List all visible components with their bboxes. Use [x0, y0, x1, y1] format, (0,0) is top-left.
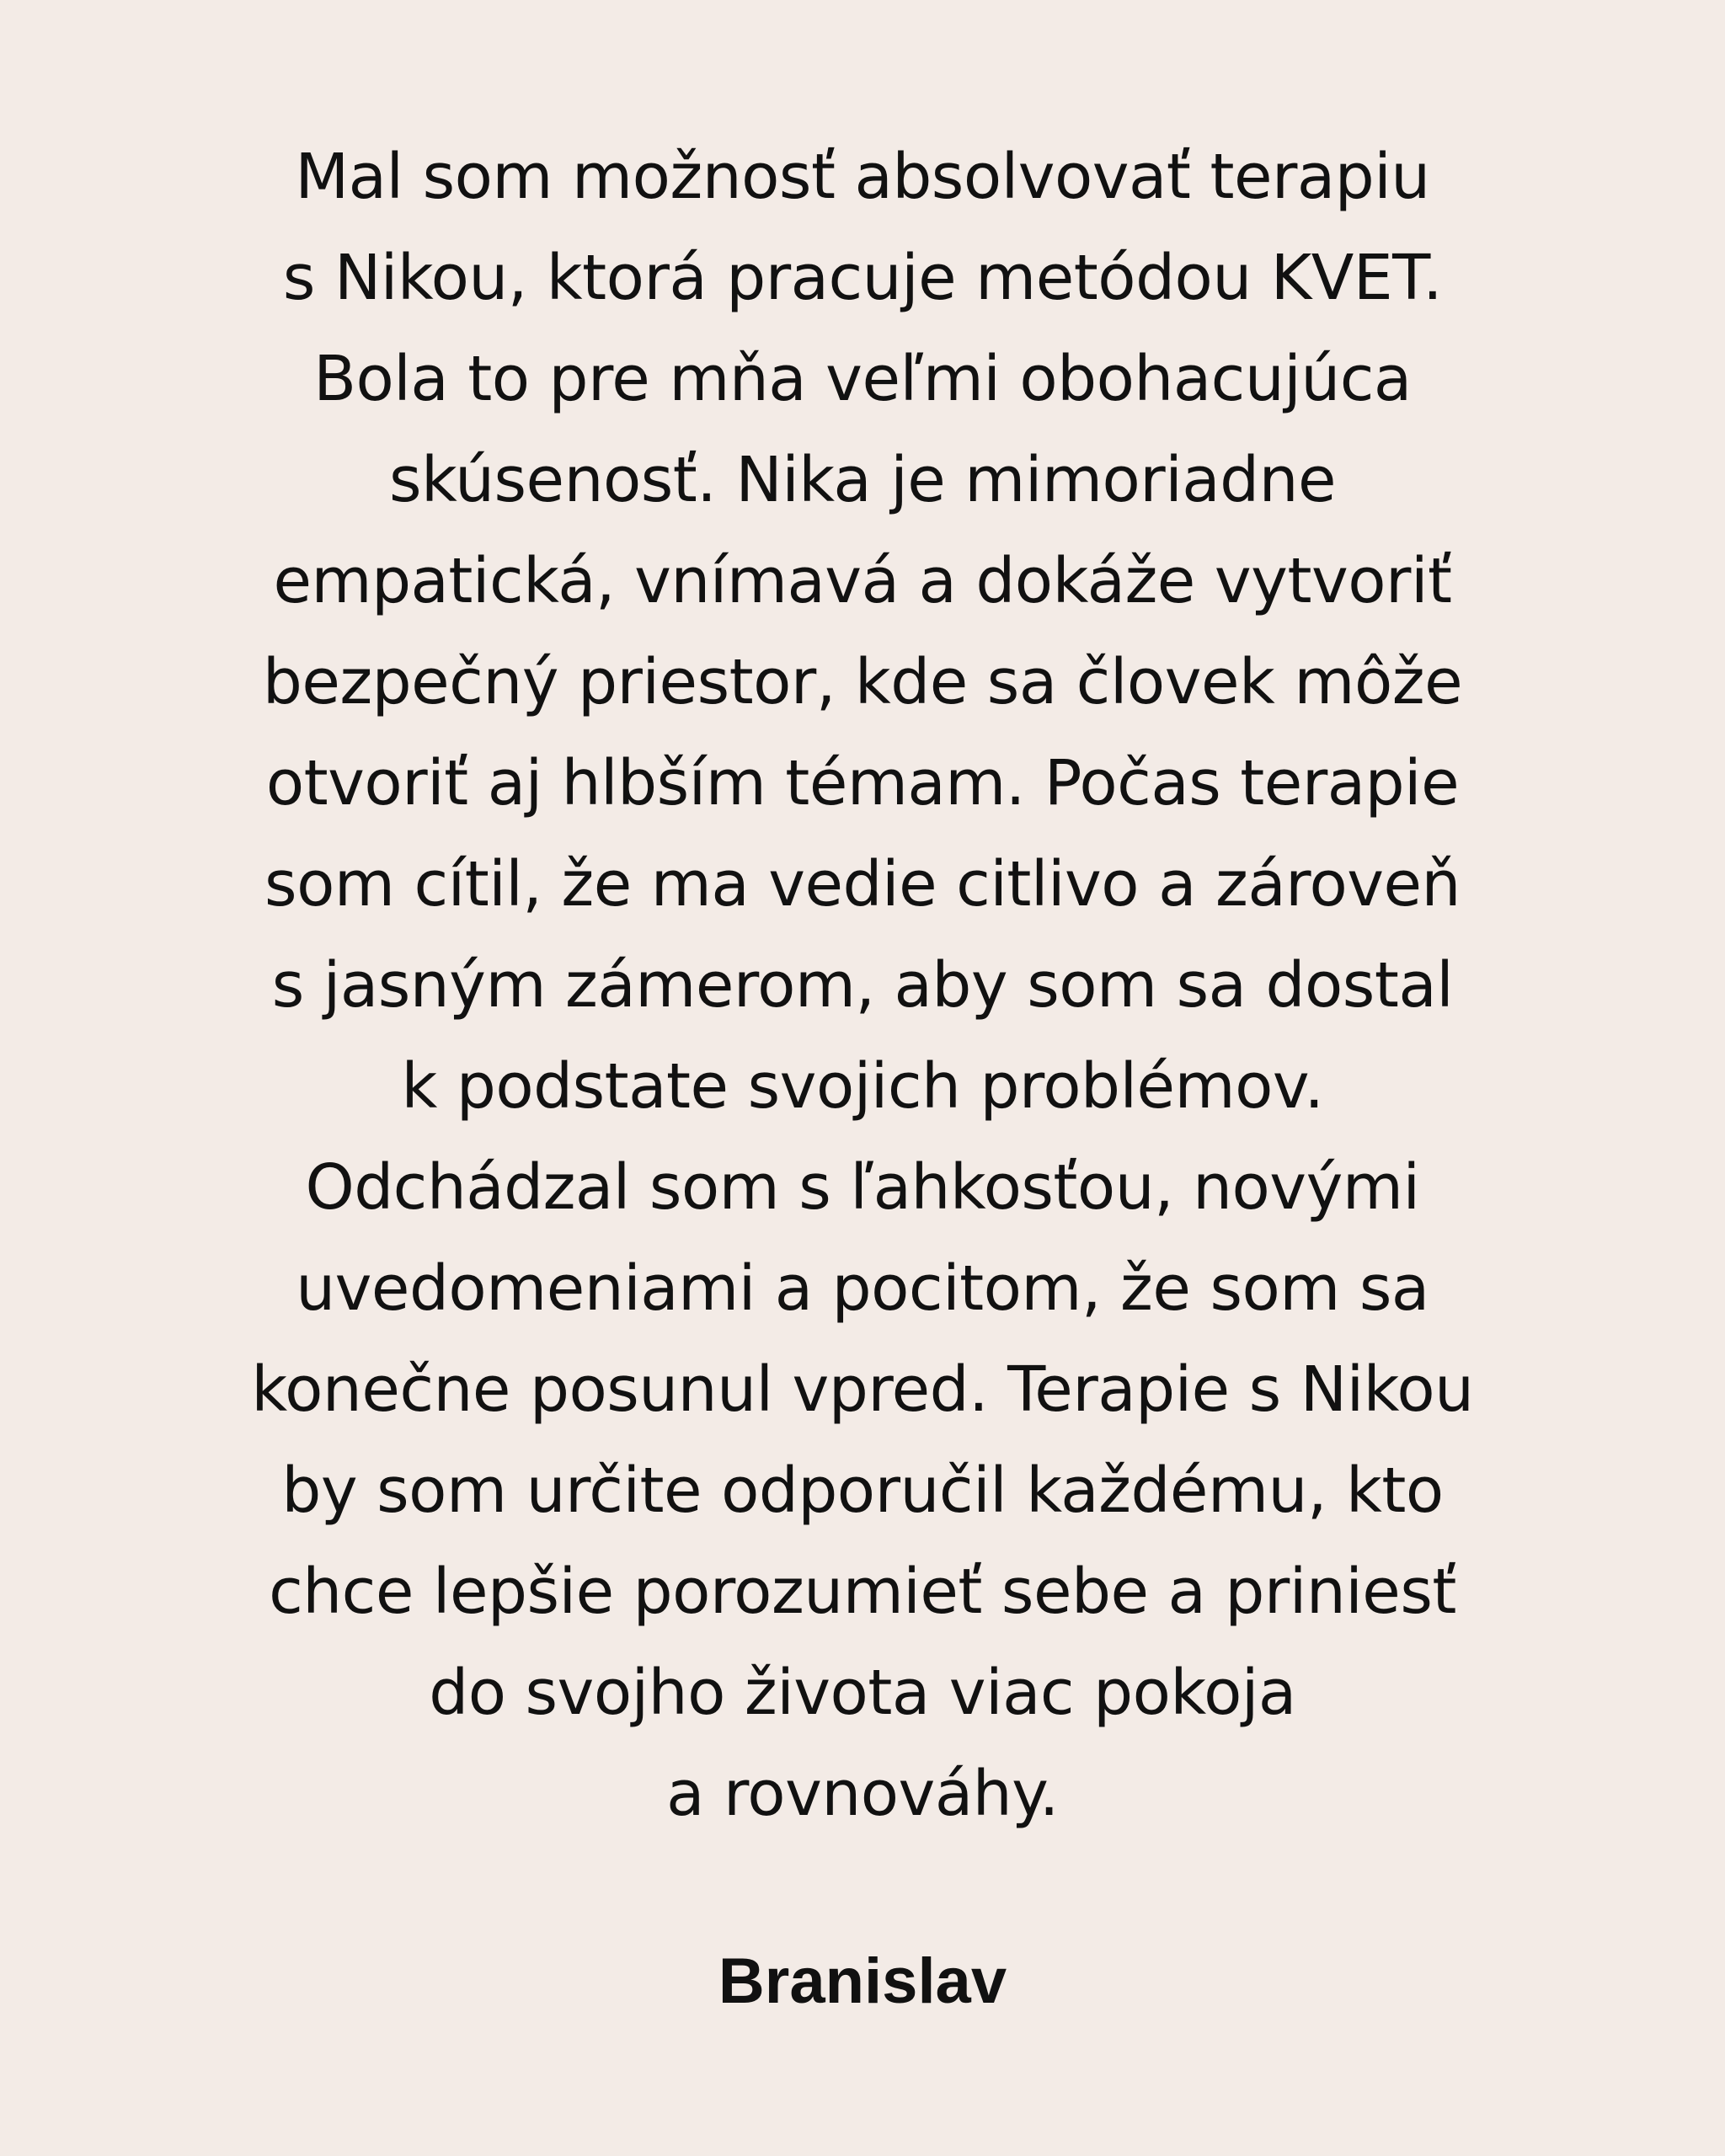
testimonial-line: a rovnováhy. — [666, 1758, 1059, 1830]
testimonial-line: s jasným zámerom, aby som sa dostal — [271, 949, 1454, 1022]
testimonial-line: s Nikou, ktorá pracuje metódou KVET. — [282, 242, 1443, 314]
testimonial-line: k podstate svojich problémov. — [401, 1050, 1324, 1123]
testimonial-line: Bola to pre mňa veľmi obohacujúca — [313, 343, 1412, 415]
testimonial-line: Mal som možnosť absolvovať terapiu — [295, 141, 1430, 213]
testimonial-line: bezpečný priestor, kde sa človek môže — [262, 646, 1463, 718]
testimonial-line: by som určite odporučil každému, kto — [281, 1454, 1444, 1527]
testimonial-line: do svojho života viac pokoja — [429, 1657, 1296, 1729]
testimonial-line: som cítil, že ma vedie citlivo a zároveň — [264, 848, 1461, 921]
testimonial-line: Odchádzal som s ľahkosťou, novými — [305, 1151, 1420, 1224]
testimonial-text — [126, 126, 1599, 1844]
testimonial-line: konečne posunul vpred. Terapie s Nikou — [251, 1353, 1474, 1426]
testimonial-author: Branislav — [718, 1945, 1007, 2017]
testimonial-line: uvedomeniami a pocitom, že som sa — [296, 1252, 1429, 1325]
testimonial-line: otvoriť aj hlbším témam. Počas terapie — [265, 747, 1460, 819]
testimonial-line: empatická, vnímavá a dokáže vytvoriť — [273, 545, 1452, 617]
testimonial-line: skúsenosť. Nika je mimoriadne — [388, 444, 1337, 516]
testimonial-line: chce lepšie porozumieť sebe a priniesť — [269, 1556, 1456, 1628]
